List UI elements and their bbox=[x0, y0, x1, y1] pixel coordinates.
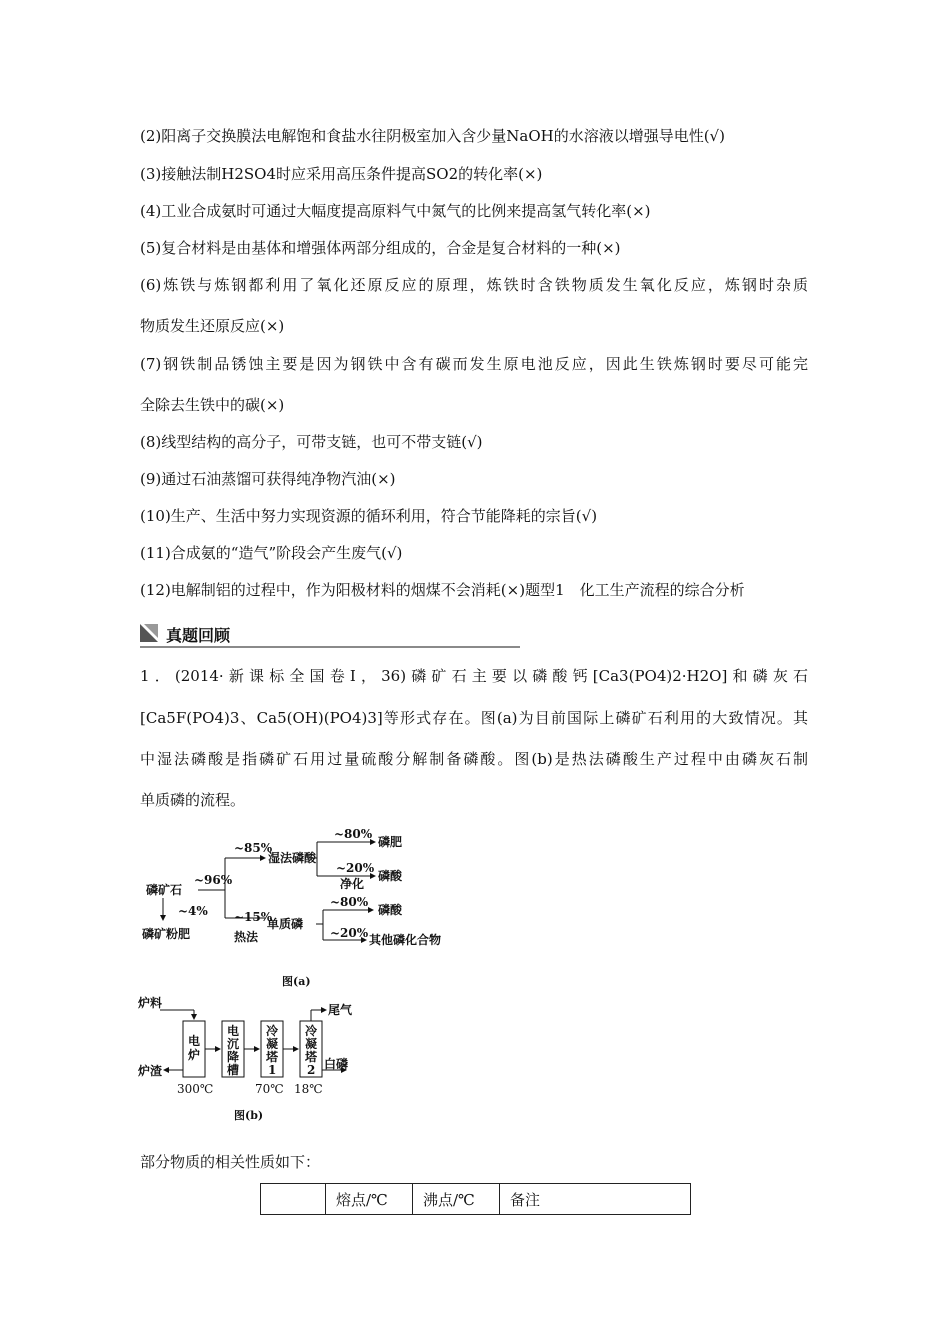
statement-8: (8)线型结构的高分子，可带支链，也可不带支链(√) bbox=[140, 433, 483, 451]
fig-a-p80a: ~80% bbox=[334, 827, 373, 841]
fig-b-tower2-4: 2 bbox=[307, 1063, 316, 1077]
fig-a-wet: 湿法磷酸 bbox=[268, 851, 317, 865]
fig-b-settle-3: 降 bbox=[227, 1050, 240, 1064]
fig-a-p85: ~85% bbox=[234, 841, 273, 855]
fig-a-p20a: ~20% bbox=[336, 861, 375, 875]
statement-9: (9)通过石油蒸馏可获得纯净物汽油(×) bbox=[140, 470, 396, 488]
table-header-cell: 熔点/℃ bbox=[326, 1184, 413, 1215]
fig-a-p4: ~4% bbox=[178, 904, 208, 918]
fig-a-p15: ~15% bbox=[234, 910, 273, 924]
fig-b-t18: 18℃ bbox=[294, 1082, 323, 1096]
fig-b-settle-4: 槽 bbox=[227, 1063, 240, 1077]
statement-12: (12)电解制铝的过程中，作为阳极材料的烟煤不会消耗(×)题型1 化工生产流程的综合分析 bbox=[140, 581, 745, 599]
fig-b-tower2-3: 塔 bbox=[305, 1050, 318, 1064]
fig-a-others: 其他磷化合物 bbox=[369, 933, 442, 947]
section-marker-icon bbox=[140, 624, 158, 642]
question-line-1: 1．(2014·新课标全国卷Ⅰ，36)磷矿石主要以磷酸钙[Ca3(PO4)2·H2O]和磷灰石 bbox=[140, 667, 808, 685]
statement-5: (5)复合材料是由基体和增强体两部分组成的，合金是复合材料的一种(×) bbox=[140, 239, 621, 257]
statement-11: (11)合成氨的“造气”阶段会产生废气(√) bbox=[140, 544, 403, 562]
fig-b-t70: 70℃ bbox=[255, 1082, 284, 1096]
fig-b-tower2-2: 凝 bbox=[305, 1037, 318, 1051]
fig-a-acid2: 磷酸 bbox=[378, 903, 403, 917]
fig-a-caption: 图(a) bbox=[282, 975, 311, 988]
properties-table bbox=[260, 1183, 691, 1215]
fig-a-rock: 磷矿石 bbox=[146, 883, 183, 897]
fig-a-acid1: 磷酸 bbox=[378, 869, 403, 883]
fig-a-purify: 净化 bbox=[340, 877, 365, 891]
statement-6-line2: 物质发生还原反应(×) bbox=[140, 317, 285, 335]
fig-b-tower2-1: 冷 bbox=[305, 1024, 318, 1038]
table-header-cell: 沸点/℃ bbox=[413, 1184, 500, 1215]
figure-a bbox=[130, 820, 470, 995]
fig-b-tower1-2: 凝 bbox=[266, 1037, 279, 1051]
properties-intro: 部分物质的相关性质如下： bbox=[140, 1153, 321, 1171]
fig-b-tower1-3: 塔 bbox=[266, 1050, 279, 1064]
question-line-3: 中湿法磷酸是指磷矿石用过量硫酸分解制备磷酸。图(b)是热法磷酸生产过程中由磷灰石制 bbox=[140, 750, 808, 768]
table-row bbox=[261, 1184, 691, 1215]
section-title: 真题回顾 bbox=[166, 626, 231, 645]
fig-b-white: 白磷 bbox=[324, 1057, 349, 1071]
statement-7-line2: 全除去生铁中的碳(×) bbox=[140, 396, 285, 414]
figure-b bbox=[130, 995, 380, 1130]
fig-b-settle-1: 电 bbox=[227, 1024, 240, 1038]
fig-a-p20b: ~20% bbox=[330, 926, 369, 940]
fig-b-tower1-1: 冷 bbox=[266, 1024, 279, 1038]
statement-4: (4)工业合成氨时可通过大幅度提高原料气中氮气的比例来提高氢气转化率(×) bbox=[140, 202, 651, 220]
table-header-cell: 备注 bbox=[500, 1184, 691, 1215]
fig-b-tower1-4: 1 bbox=[268, 1063, 277, 1077]
question-line-4: 单质磷的流程。 bbox=[140, 791, 246, 809]
fig-b-furnace-1: 电 bbox=[188, 1034, 201, 1048]
statement-2: (2)阳离子交换膜法电解饱和食盐水往阴极室加入含少量NaOH的水溶液以增强导电性(√) bbox=[140, 127, 725, 145]
fig-a-phos: 单质磷 bbox=[267, 917, 304, 931]
fig-b-settle-2: 沉 bbox=[227, 1037, 240, 1051]
fig-b-slag: 炉渣 bbox=[138, 1064, 163, 1078]
fig-b-t300: 300℃ bbox=[177, 1082, 214, 1096]
statement-10: (10)生产、生活中努力实现资源的循环利用，符合节能降耗的宗旨(√) bbox=[140, 507, 598, 525]
fig-a-p80b: ~80% bbox=[330, 895, 369, 909]
statement-7-line1: (7)钢铁制品锈蚀主要是因为钢铁中含有碳而发生原电池反应，因此生铁炼钢时要尽可能完 bbox=[140, 355, 808, 373]
fig-b-furnace-2: 炉 bbox=[188, 1048, 201, 1062]
fig-b-caption: 图(b) bbox=[234, 1109, 264, 1122]
fig-b-tail: 尾气 bbox=[328, 1003, 353, 1017]
fig-b-feed: 炉料 bbox=[138, 996, 163, 1010]
section-header bbox=[140, 622, 520, 648]
fig-a-powder: 磷矿粉肥 bbox=[142, 927, 191, 941]
question-line-2: [Ca5F(PO4)3、Ca5(OH)(PO4)3]等形式存在。图(a)为目前国际上磷矿石利用的大致情况。其 bbox=[140, 709, 808, 727]
table-header-cell bbox=[261, 1184, 326, 1215]
statement-3: (3)接触法制H2SO4时应采用高压条件提高SO2的转化率(×) bbox=[140, 165, 543, 183]
fig-a-fert: 磷肥 bbox=[378, 835, 403, 849]
fig-a-thermal: 热法 bbox=[234, 930, 259, 944]
statement-6-line1: (6)炼铁与炼钢都利用了氧化还原反应的原理，炼铁时含铁物质发生氧化反应，炼钢时杂质 bbox=[140, 276, 808, 294]
fig-a-p96: ~96% bbox=[194, 873, 233, 887]
